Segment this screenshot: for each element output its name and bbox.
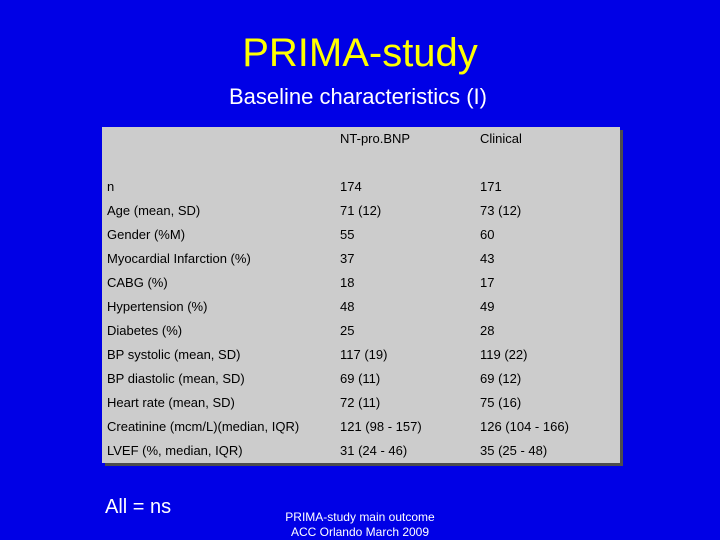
nt-pro-bnp-value: 174 bbox=[340, 179, 362, 194]
table-row bbox=[102, 177, 620, 197]
nt-pro-bnp-value: 117 (19) bbox=[340, 347, 388, 362]
slide-title: PRIMA-study bbox=[242, 31, 478, 75]
nt-pro-bnp-value: 121 (98 - 157) bbox=[340, 419, 422, 434]
source-line-2: ACC Orlando March 2009 bbox=[290, 525, 430, 539]
nt-pro-bnp-value: 69 (11) bbox=[340, 371, 381, 386]
clinical-value: 69 (12) bbox=[480, 371, 522, 386]
row-label: Gender (%M) bbox=[107, 227, 186, 242]
nt-pro-bnp-value: 31 (24 - 46) bbox=[340, 443, 408, 458]
source-line-1: PRIMA-study main outcome bbox=[285, 510, 435, 524]
clinical-value: 43 bbox=[480, 251, 495, 266]
clinical-value: 73 (12) bbox=[480, 203, 522, 218]
row-label: Heart rate (mean, SD) bbox=[107, 395, 235, 410]
row-label: LVEF (%, median, IQR) bbox=[107, 443, 243, 458]
clinical-value: 171 bbox=[480, 179, 502, 194]
row-label: BP systolic (mean, SD) bbox=[107, 347, 241, 362]
nt-pro-bnp-value: 71 (12) bbox=[340, 203, 382, 218]
nt-pro-bnp-value: 72 (11) bbox=[340, 395, 381, 410]
table-row bbox=[102, 201, 620, 221]
column-header-nt-pro-bnp: NT-pro.BNP bbox=[340, 131, 411, 146]
nt-pro-bnp-value: 18 bbox=[340, 275, 355, 290]
row-label: BP diastolic (mean, SD) bbox=[107, 371, 245, 386]
clinical-value: 35 (25 - 48) bbox=[480, 443, 548, 458]
nt-pro-bnp-value: 25 bbox=[340, 323, 355, 338]
table-row bbox=[102, 393, 620, 413]
table-row bbox=[102, 321, 620, 341]
row-label: Hypertension (%) bbox=[107, 299, 208, 314]
table-row bbox=[102, 273, 620, 293]
row-label: Diabetes (%) bbox=[107, 323, 183, 338]
nt-pro-bnp-value: 48 bbox=[340, 299, 355, 314]
slide-subtitle: Baseline characteristics (I) bbox=[229, 84, 487, 109]
row-label: n bbox=[107, 179, 115, 194]
table-row bbox=[102, 369, 620, 389]
significance-note: All = ns bbox=[105, 496, 172, 518]
table-row bbox=[102, 297, 620, 317]
nt-pro-bnp-value: 37 bbox=[340, 251, 355, 266]
row-label: Myocardial Infarction (%) bbox=[107, 251, 251, 266]
clinical-value: 75 (16) bbox=[480, 395, 522, 410]
row-label: CABG (%) bbox=[107, 275, 168, 290]
table-header-row bbox=[102, 129, 620, 149]
table-row bbox=[102, 249, 620, 269]
clinical-value: 28 bbox=[480, 323, 495, 338]
table-row bbox=[102, 345, 620, 365]
clinical-value: 60 bbox=[480, 227, 495, 242]
source-citation bbox=[270, 510, 450, 540]
clinical-value: 17 bbox=[480, 275, 495, 290]
column-header-clinical: Clinical bbox=[480, 131, 522, 146]
clinical-value: 126 (104 - 166) bbox=[480, 419, 569, 434]
row-label: Creatinine (mcm/L)(median, IQR) bbox=[107, 419, 300, 434]
table-row bbox=[102, 417, 620, 437]
table-row bbox=[102, 225, 620, 245]
baseline-table bbox=[102, 127, 620, 463]
clinical-value: 119 (22) bbox=[480, 347, 528, 362]
nt-pro-bnp-value: 55 bbox=[340, 227, 355, 242]
row-label: Age (mean, SD) bbox=[107, 203, 201, 218]
table-row bbox=[102, 441, 620, 461]
clinical-value: 49 bbox=[480, 299, 495, 314]
